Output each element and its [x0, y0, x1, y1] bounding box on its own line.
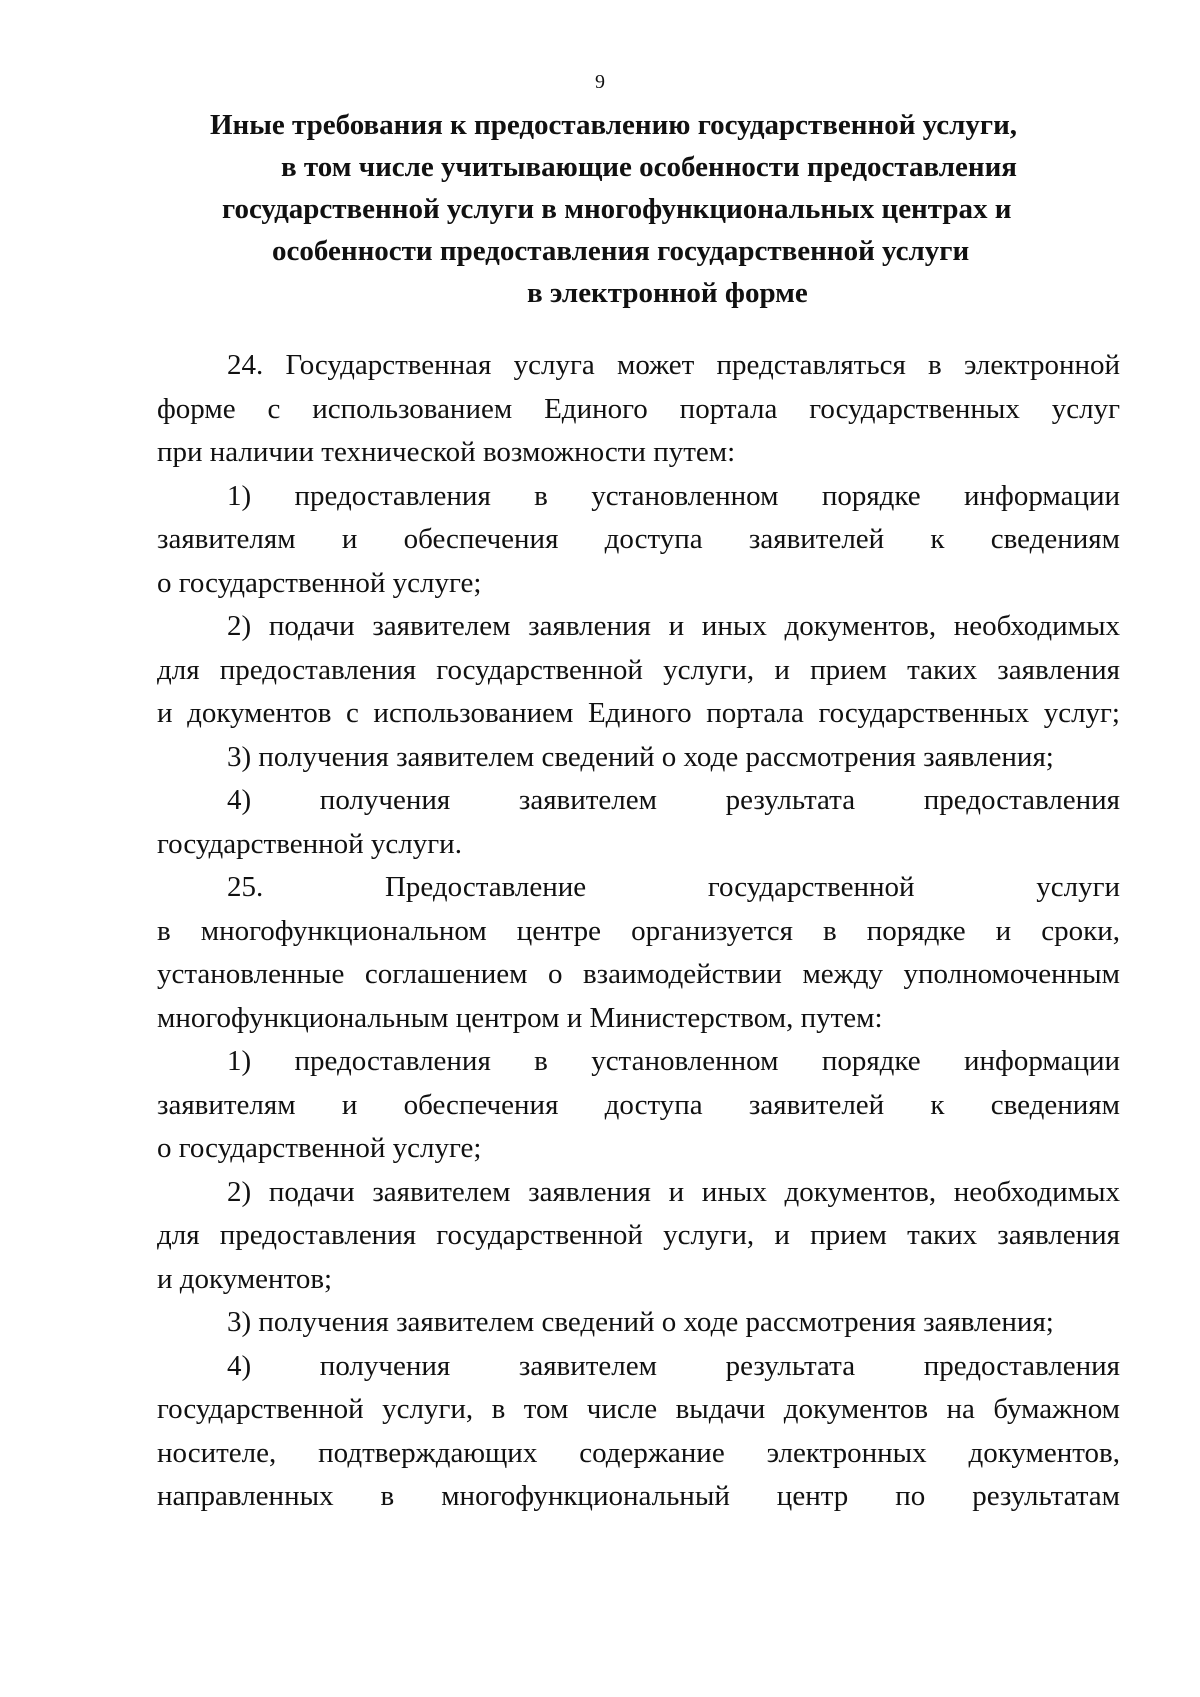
- paragraph-line: 2) подачи заявителем заявления и иных документов, необходимых: [227, 1175, 1120, 1208]
- paragraph-line: 2) подачи заявителем заявления и иных документов, необходимых: [227, 610, 1120, 642]
- paragraph-line: форме с использованием Единого портала государственных услуг: [157, 392, 1120, 425]
- heading-line: в том числе учитывающие особенности предоставления: [281, 151, 1017, 183]
- paragraph-line: при наличии технической возможности путем:: [157, 436, 736, 468]
- paragraph-line: 25. Предоставление государственной услуги: [227, 871, 1120, 903]
- paragraph-line: для предоставления государственной услуги, и прием таких заявления: [157, 1219, 1120, 1251]
- page-number: 9: [595, 71, 605, 93]
- paragraph-line: 1) предоставления в установленном порядке информации: [227, 479, 1120, 512]
- paragraph-line: о государственной услуге;: [157, 566, 482, 599]
- document-body: [157, 344, 1120, 1519]
- paragraph-line: и документов с использованием Единого портала государственных услуг;: [157, 697, 1120, 729]
- paragraph-line: и документов;: [157, 1262, 333, 1295]
- heading-line: государственной услуги в многофункциональных центрах и: [222, 193, 1012, 225]
- paragraph-line: заявителям и обеспечения доступа заявителей к сведениям: [157, 1088, 1120, 1121]
- paragraph-line: 24. Государственная услуга может представляться в электронной: [227, 349, 1120, 381]
- paragraph-line: для предоставления государственной услуги, и прием таких заявления: [157, 653, 1120, 686]
- paragraph-line: заявителям и обеспечения доступа заявителей к сведениям: [157, 523, 1120, 555]
- heading-line: Иные требования к предоставлению государственной услуги,: [210, 109, 1018, 141]
- paragraph-line: о государственной услуге;: [157, 1132, 482, 1164]
- paragraph-line: носителе, подтверждающих содержание электронных документов,: [157, 1436, 1120, 1469]
- paragraph-line: государственной услуги, в том числе выдачи документов на бумажном: [157, 1393, 1120, 1425]
- paragraph-line: в многофункциональном центре организуется в порядке и сроки,: [157, 914, 1120, 947]
- paragraph-line: направленных в многофункциональный центр по результатам: [157, 1480, 1120, 1512]
- paragraph-line: 3) получения заявителем сведений о ходе рассмотрения заявления;: [227, 1306, 1054, 1338]
- paragraph-line: 3) получения заявителем сведений о ходе рассмотрения заявления;: [227, 740, 1054, 773]
- paragraph-line: установленные соглашением о взаимодействии между уполномоченным: [157, 958, 1120, 990]
- paragraph-line: многофункциональным центром и Министерством, путем:: [157, 1001, 883, 1034]
- paragraph-line: 4) получения заявителем результата предоставления: [227, 1349, 1120, 1382]
- paragraph-line: 1) предоставления в установленном порядке информации: [227, 1045, 1120, 1077]
- heading-line: особенности предоставления государственной услуги: [272, 235, 970, 267]
- paragraph-line: государственной услуги.: [157, 827, 462, 860]
- heading-line: в электронной форме: [527, 277, 808, 309]
- paragraph-line: 4) получения заявителем результата предоставления: [227, 784, 1120, 816]
